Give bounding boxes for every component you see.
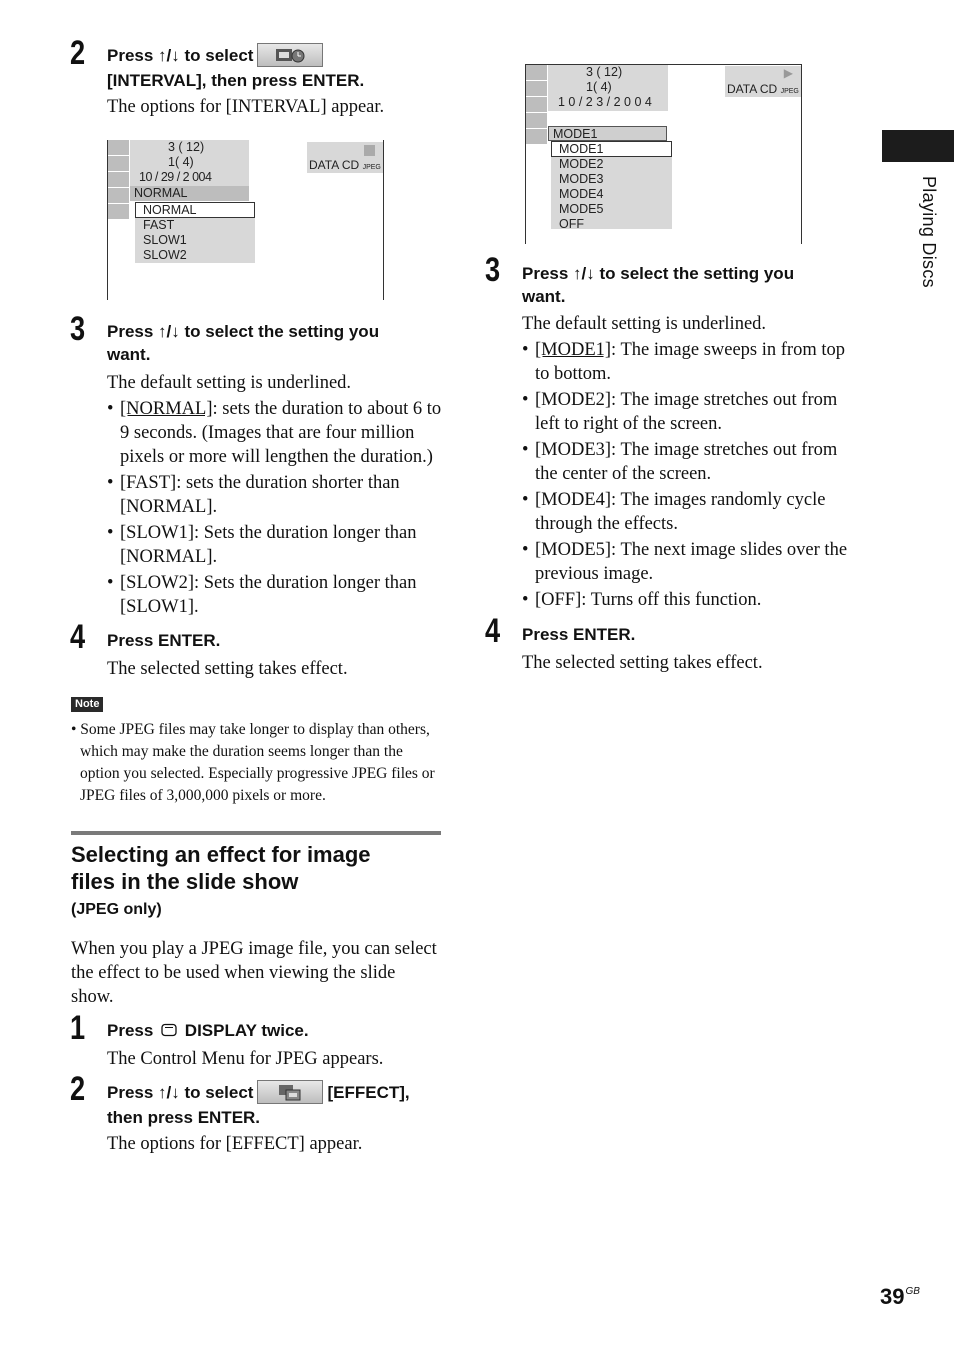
- bullet-text: : The next image slides over the previous image.: [535, 540, 848, 584]
- note-text: • Some JPEG files may take longer to display than others, which may make the duration seems longer than the option you selected. Especially progressive JPEG files or JPEG files of 3,000,000 pixels or more.: [71, 721, 435, 804]
- osd-datacd: DATA CD: [727, 82, 778, 96]
- step2-line1: Press ↑/↓ to select: [107, 46, 254, 65]
- bullet-key: [MODE1]: [535, 340, 612, 360]
- osd-option[interactable]: MODE1: [551, 141, 672, 157]
- step3-line1: Press ↑/↓ to select the setting you: [107, 322, 380, 341]
- osd-icon-row: [526, 97, 547, 113]
- osd-icon-row: [526, 81, 547, 97]
- bullet-key: [MODE5]: [535, 540, 612, 560]
- bullet-key: [NORMAL]: [120, 399, 213, 419]
- step3-right-instruction: [522, 262, 852, 308]
- osd-jpeg: JPEG: [780, 88, 799, 95]
- osd-option[interactable]: MODE5: [559, 202, 604, 216]
- bullet-mode2: [522, 388, 858, 436]
- step1b-body: The Control Menu for JPEG appears.: [107, 1049, 384, 1069]
- section-rule: [71, 831, 441, 835]
- step2b-line2: then press ENTER.: [107, 1107, 261, 1127]
- osd-option[interactable]: MODE2: [559, 157, 604, 171]
- osd-datacd: DATA CD: [309, 158, 360, 172]
- osd-current-setting: NORMAL: [130, 186, 249, 201]
- bullet-key: [SLOW1]: [120, 523, 194, 543]
- osd-icon-row: [108, 156, 129, 172]
- osd-icon-row: [108, 140, 129, 156]
- effect-options-list: [522, 338, 858, 614]
- step2b-body: The options for [EFFECT] appear.: [107, 1134, 363, 1154]
- step3-right-line2: want.: [522, 287, 566, 306]
- step4-right-body: The selected setting takes effect.: [522, 653, 763, 673]
- bullet-slow1: [107, 521, 443, 569]
- side-tab-label: Playing Discs: [919, 176, 939, 288]
- step-number-2: 2: [70, 34, 86, 72]
- stop-icon: [364, 145, 375, 156]
- step4-instruction: Press ENTER.: [107, 631, 221, 650]
- bullet-mode1: [522, 338, 858, 386]
- side-tab-marker: [882, 130, 954, 162]
- step-number-3-right: 3: [485, 251, 501, 289]
- osd-option[interactable]: FAST: [143, 218, 175, 232]
- bullet-normal: [107, 397, 443, 469]
- step3-right-body: The default setting is underlined.: [522, 314, 767, 334]
- section-subtitle: (JPEG only): [71, 901, 162, 918]
- bullet-slow2: [107, 571, 443, 619]
- osd-line2: 1( 4): [168, 155, 194, 169]
- interval-osd-screen: [107, 140, 385, 300]
- bullet-key: [OFF]: [535, 590, 582, 610]
- bullet-mode3: [522, 438, 858, 486]
- osd-icon-row: [526, 129, 547, 145]
- step4-body: The selected setting takes effect.: [107, 659, 348, 679]
- step1b-instruction: [107, 1019, 309, 1042]
- bullet-text: : The image stretches out from the center of the screen.: [535, 440, 838, 484]
- bullet-key: [MODE3]: [535, 440, 612, 460]
- step1b-press: Press: [107, 1021, 154, 1040]
- step3-right-line1: Press ↑/↓ to select the setting you: [522, 264, 795, 283]
- osd-line1: 3 ( 12): [586, 65, 623, 79]
- bullet-text: : Sets the duration longer than [NORMAL].: [120, 523, 417, 567]
- bullet-key: [MODE4]: [535, 490, 612, 510]
- step2-line2: [INTERVAL], then press ENTER.: [107, 70, 365, 90]
- section-title-line2: files in the slide show: [71, 869, 299, 894]
- osd-jpeg: JPEG: [362, 164, 381, 171]
- step-number-4-right: 4: [485, 612, 501, 650]
- bullet-text: : sets the duration to about 6 to 9 seconds. (Images that are four million pixels or more will lengthen the duration.): [120, 399, 442, 467]
- osd-track-info: [548, 65, 668, 111]
- bullet-key: [FAST]: [120, 473, 177, 493]
- osd-option[interactable]: SLOW1: [143, 233, 187, 247]
- section-title-line1: Selecting an effect for image: [71, 842, 371, 867]
- step2b-effect: [EFFECT],: [327, 1083, 410, 1102]
- page-number-value: 39: [880, 1284, 905, 1309]
- osd-icon-row: [108, 188, 129, 204]
- page-suffix: GB: [905, 1286, 920, 1297]
- interval-icon: [257, 43, 323, 67]
- step2-body: The options for [INTERVAL] appear.: [107, 97, 385, 117]
- osd-disc-type: [725, 66, 801, 97]
- step-number-4: 4: [70, 618, 86, 656]
- bullet-text: : Turns off this function.: [581, 590, 762, 610]
- osd-options: [551, 141, 672, 229]
- osd-icon-row: [526, 65, 547, 81]
- osd-line1: 3 ( 12): [168, 140, 205, 154]
- step4-right-instruction: Press ENTER.: [522, 625, 636, 644]
- effect-osd-screen: [525, 64, 803, 244]
- osd-option[interactable]: MODE3: [559, 172, 604, 186]
- bullet-text: : sets the duration shorter than [NORMAL].: [120, 473, 400, 517]
- bullet-text: : The image sweeps in from top to bottom.: [535, 340, 845, 384]
- step2-instruction: [107, 44, 437, 92]
- step3-line2: want.: [107, 345, 151, 364]
- interval-options-list: [107, 397, 443, 621]
- osd-option[interactable]: SLOW2: [143, 248, 187, 262]
- osd-line2: 1( 4): [586, 80, 612, 94]
- step2b-line1: Press ↑/↓ to select: [107, 1083, 254, 1102]
- osd-date: 1 0 / 2 3 / 2 0 0 4: [558, 95, 652, 109]
- section-intro: When you play a JPEG image file, you can select the effect to be used when viewing the slide show.: [71, 939, 437, 1007]
- osd-track-info: [130, 140, 249, 186]
- step-number-1: 1: [70, 1009, 86, 1047]
- step-number-2b: 2: [70, 1070, 86, 1108]
- bullet-mode5: [522, 538, 858, 586]
- step-number-3: 3: [70, 310, 86, 348]
- page-number: [880, 1284, 920, 1310]
- osd-option[interactable]: NORMAL: [135, 202, 255, 218]
- step3-instruction: [107, 320, 437, 366]
- bullet-text: : Sets the duration longer than [SLOW1].: [120, 573, 417, 617]
- bullet-key: [SLOW2]: [120, 573, 194, 593]
- bullet-fast: [107, 471, 443, 519]
- step1b-rest: DISPLAY twice.: [184, 1021, 309, 1040]
- effect-icon: [257, 1080, 323, 1104]
- osd-disc-type: [307, 142, 383, 173]
- play-icon: ▶: [783, 66, 793, 80]
- section-title: [71, 841, 446, 895]
- step2b-instruction: [107, 1081, 447, 1129]
- osd-option[interactable]: OFF: [559, 217, 584, 231]
- bullet-text: : The image stretches out from left to right of the screen.: [535, 390, 838, 434]
- bullet-key: [MODE2]: [535, 390, 612, 410]
- osd-icon-row: [108, 172, 129, 188]
- bullet-mode4: [522, 488, 858, 536]
- osd-current-setting: MODE1: [548, 126, 667, 141]
- display-button-icon: [161, 1023, 177, 1037]
- step3-body: The default setting is underlined.: [107, 373, 352, 393]
- osd-options: [135, 202, 255, 263]
- bullet-off: [522, 588, 858, 612]
- osd-icon-row: [526, 113, 547, 129]
- note-badge: Note: [71, 697, 103, 712]
- osd-icon-row: [108, 204, 129, 220]
- osd-option[interactable]: MODE4: [559, 187, 604, 201]
- bullet-text: : The images randomly cycle through the effects.: [535, 490, 826, 534]
- osd-date: 10 / 29 / 2 004: [139, 170, 212, 184]
